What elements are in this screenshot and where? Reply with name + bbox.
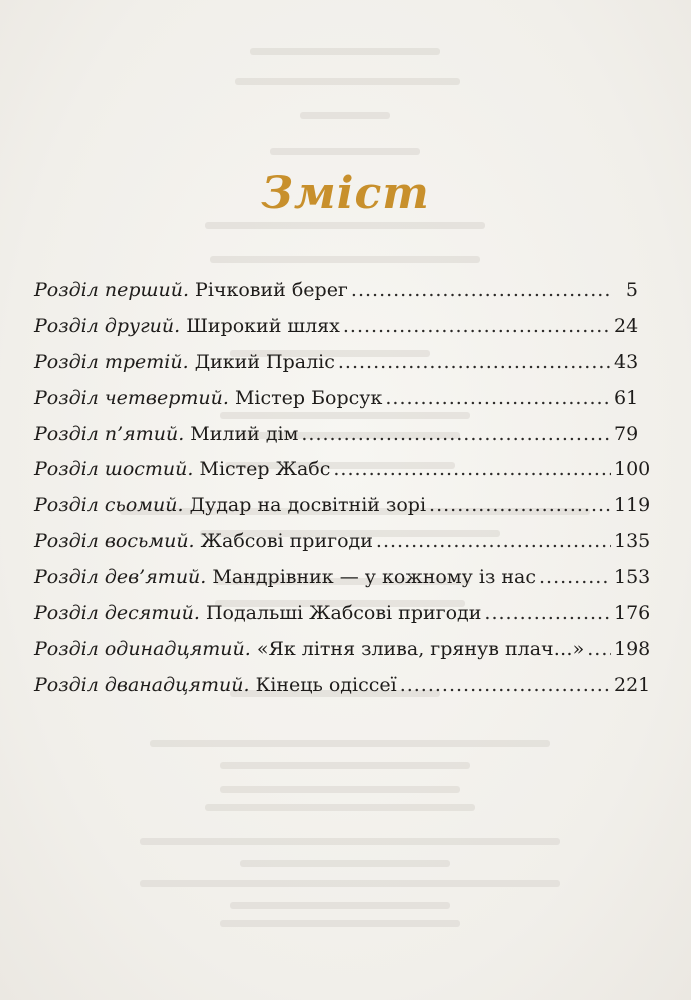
toc-entry bbox=[34, 422, 638, 458]
chapter-title: Милий дім bbox=[190, 422, 299, 445]
chapter-number: Розділ шостий. bbox=[34, 458, 194, 481]
dot-leader bbox=[343, 314, 611, 338]
toc-entry bbox=[34, 673, 651, 709]
dot-leader bbox=[587, 637, 611, 661]
chapter-title: Дикий Праліс bbox=[194, 350, 335, 373]
page-number: 61 bbox=[614, 386, 639, 409]
toc-entry bbox=[34, 386, 638, 422]
toc-entry bbox=[34, 314, 638, 350]
toc-entry bbox=[34, 493, 651, 529]
chapter-title: Кінець одіссеї bbox=[255, 673, 397, 696]
chapter-number: Розділ дванадцятий. bbox=[34, 673, 250, 696]
chapter-title: Мандрівник — у кожному із нас bbox=[212, 566, 536, 589]
dot-leader bbox=[301, 422, 611, 446]
page-number: 221 bbox=[614, 673, 651, 696]
page-number: 176 bbox=[614, 602, 651, 625]
toc-entry bbox=[34, 529, 651, 565]
toc-entry bbox=[34, 565, 651, 601]
page-number: 5 bbox=[625, 279, 638, 301]
page-number: 79 bbox=[614, 422, 639, 445]
dot-leader bbox=[539, 565, 611, 589]
chapter-title: Жабсові пригоди bbox=[200, 530, 373, 553]
chapter-number: Розділ третій. bbox=[34, 350, 189, 373]
page-number: 135 bbox=[614, 530, 651, 553]
dot-leader bbox=[385, 386, 611, 410]
dot-leader bbox=[338, 350, 611, 374]
toc-entry bbox=[34, 457, 651, 493]
chapter-number: Розділ одинадцятий. bbox=[34, 637, 251, 660]
chapter-title: Дудар на досвітній зорі bbox=[189, 494, 427, 517]
toc-entry bbox=[34, 637, 651, 673]
chapter-number: Розділ п’ятий. bbox=[34, 422, 185, 445]
page-number: 43 bbox=[614, 350, 639, 373]
dot-leader bbox=[351, 278, 611, 302]
chapter-number: Розділ сьомий. bbox=[34, 494, 184, 517]
chapter-title: Подальші Жабсові пригоди bbox=[205, 602, 482, 625]
dot-leader bbox=[376, 529, 611, 553]
toc-entry bbox=[34, 601, 651, 637]
dot-leader bbox=[484, 601, 611, 625]
chapter-number: Розділ четвертий. bbox=[34, 386, 229, 409]
dot-leader bbox=[400, 673, 611, 697]
chapter-number: Розділ дев’ятий. bbox=[34, 566, 207, 589]
chapter-number: Розділ перший. bbox=[34, 279, 189, 301]
dot-leader bbox=[429, 493, 611, 517]
page-number: 119 bbox=[614, 494, 651, 517]
page-number: 153 bbox=[614, 566, 651, 589]
chapter-title: Широкий шлях bbox=[186, 314, 340, 337]
toc-entry bbox=[34, 350, 638, 386]
page-number: 24 bbox=[614, 314, 639, 337]
page-number: 100 bbox=[614, 458, 651, 481]
chapter-title: Річковий берег bbox=[195, 279, 348, 301]
dot-leader bbox=[333, 457, 611, 481]
chapter-number: Розділ восьмий. bbox=[34, 530, 195, 553]
chapter-title: Містер Борсук bbox=[234, 386, 383, 409]
chapter-title: Містер Жабс bbox=[199, 458, 331, 481]
toc-entry bbox=[34, 278, 638, 314]
page-title: Зміст bbox=[261, 168, 430, 219]
chapter-number: Розділ десятий. bbox=[34, 602, 200, 625]
page-number: 198 bbox=[614, 637, 651, 660]
chapter-title: «Як літня злива, грянув плач…» bbox=[256, 637, 585, 660]
chapter-number: Розділ другий. bbox=[34, 314, 181, 337]
table-of-contents bbox=[34, 278, 651, 709]
